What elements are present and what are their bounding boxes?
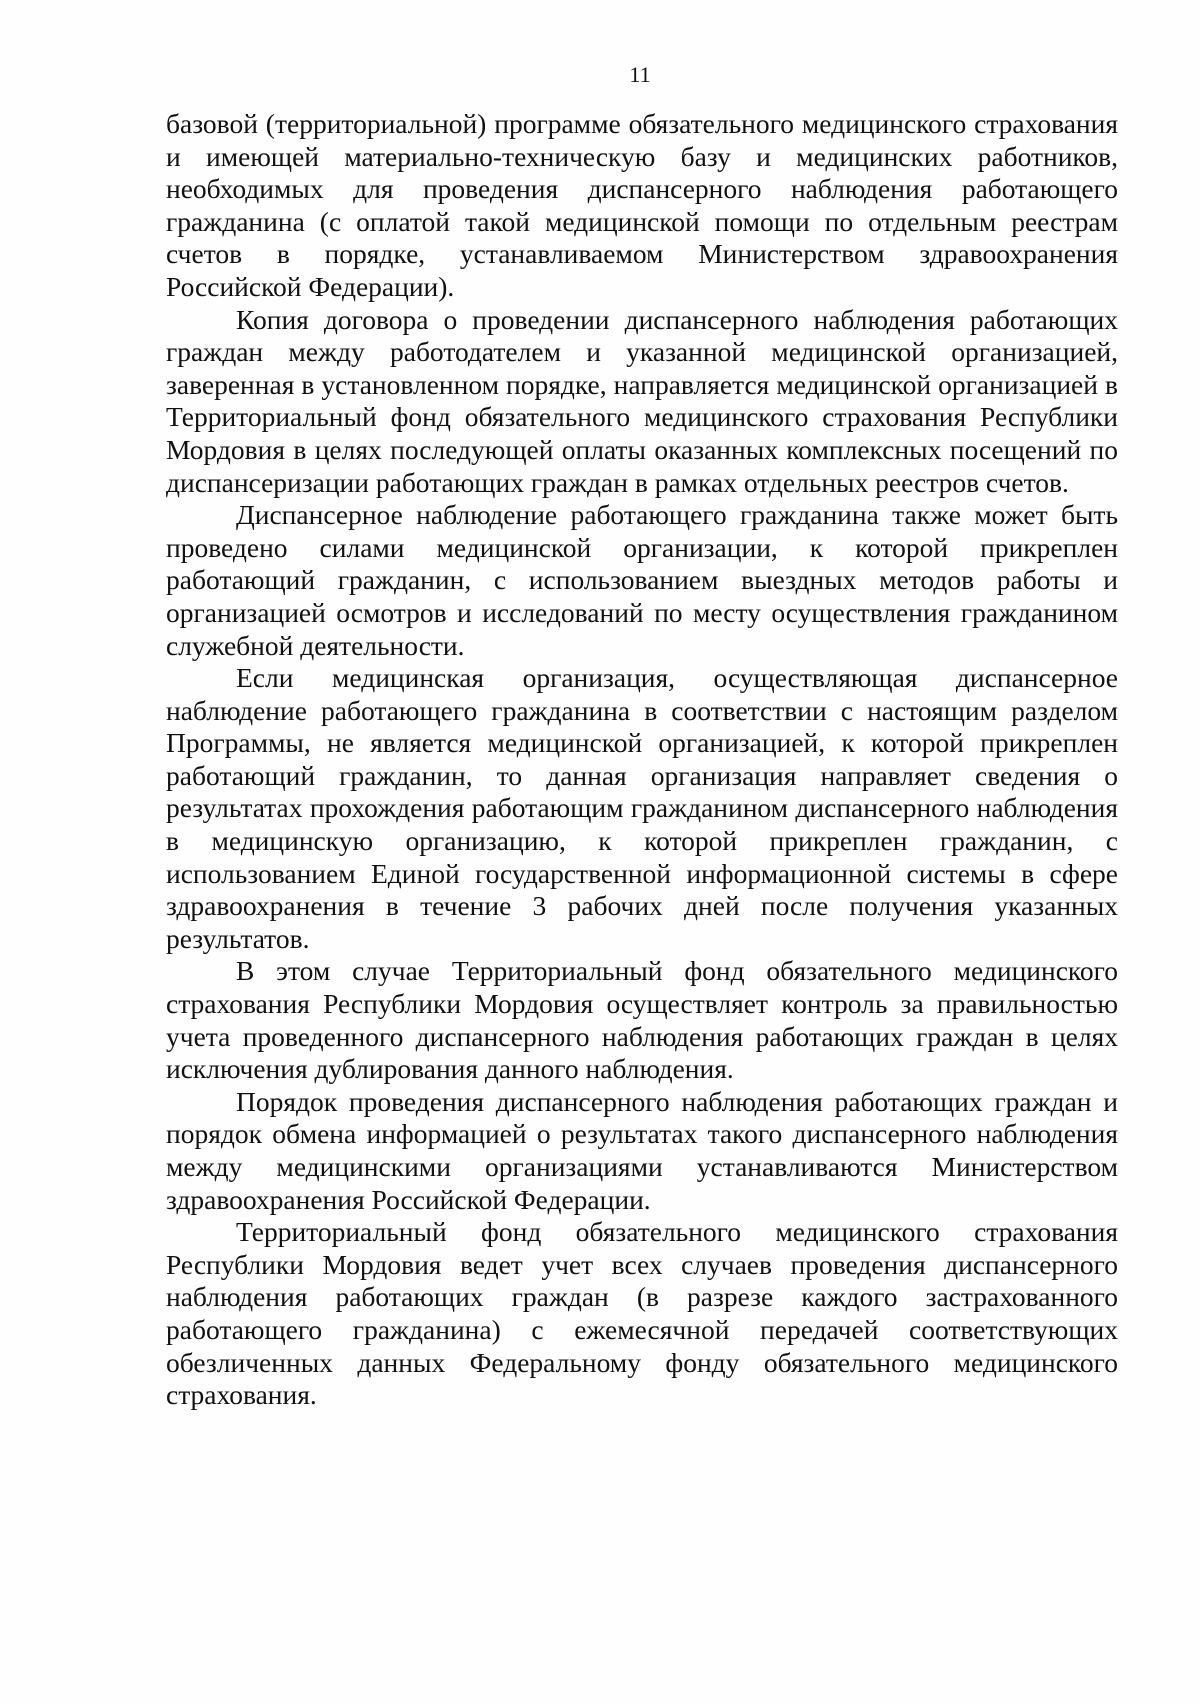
- page-number: 11: [629, 62, 651, 87]
- paragraph-2: Копия договора о проведении диспансерного наблюдения работающих граждан между работодателем и указанной медицинской организацией, заверенная в установленном порядке, направляется медицинской организацией в Территориальный фонд обязательного медицинского страхования Республики Мордовия в целях последующей оплаты оказанных комплексных посещений по диспансеризации работающих граждан в рамках отдельных реестров счетов.: [166, 303, 1118, 498]
- paragraph-4: Если медицинская организация, осуществляющая диспансерное наблюдение работающего гражданина в соответствии с настоящим разделом Программы, не является медицинской организацией, к которой прикреплен работающий гражданин, то данная организация направляет сведения о результатах прохождения работающим гражданином диспансерного наблюдения в медицинскую организацию, к которой прикреплен гражданин, с использованием Единой государственной информационной системы в сфере здравоохранения в течение 3 рабочих дней после получения указанных результатов.: [166, 662, 1118, 954]
- paragraph-5: В этом случае Территориальный фонд обязательного медицинского страхования Республики Мордовия осуществляет контроль за правильностью учета проведенного диспансерного наблюдения работающих граждан в целях исключения дублирования данного наблюдения.: [166, 955, 1118, 1085]
- paragraph-1: базовой (территориальной) программе обязательного медицинского страхования и имеющей материально-техническую базу и медицинских работников, необходимых для проведения диспансерного наблюдения работающего гражданина (с оплатой такой медицинской помощи по отдельным реестрам счетов в порядке, устанавливаемом Министерством здравоохранения Российской Федерации).: [166, 108, 1118, 302]
- paragraph-6: Порядок проведения диспансерного наблюдения работающих граждан и порядок обмена информацией о результатах такого диспансерного наблюдения между медицинскими организациями устанавливаются Министерством здравоохранения Российской Федерации.: [166, 1085, 1118, 1215]
- paragraph-3: Диспансерное наблюдение работающего гражданина также может быть проведено силами медицинской организации, к которой прикреплен работающий гражданин, с использованием выездных методов работы и организацией осмотров и исследований по месту осуществления гражданином служебной деятельности.: [166, 499, 1118, 661]
- paragraph-7: Территориальный фонд обязательного медицинского страхования Республики Мордовия ведет учет всех случаев проведения диспансерного наблюдения работающих граждан (в разрезе каждого застрахованного работающего гражданина) с ежемесячной передачей соответствующих обезличенных данных Федеральному фонду обязательного медицинского страхования.: [166, 1216, 1118, 1411]
- document-body: [166, 108, 1118, 1412]
